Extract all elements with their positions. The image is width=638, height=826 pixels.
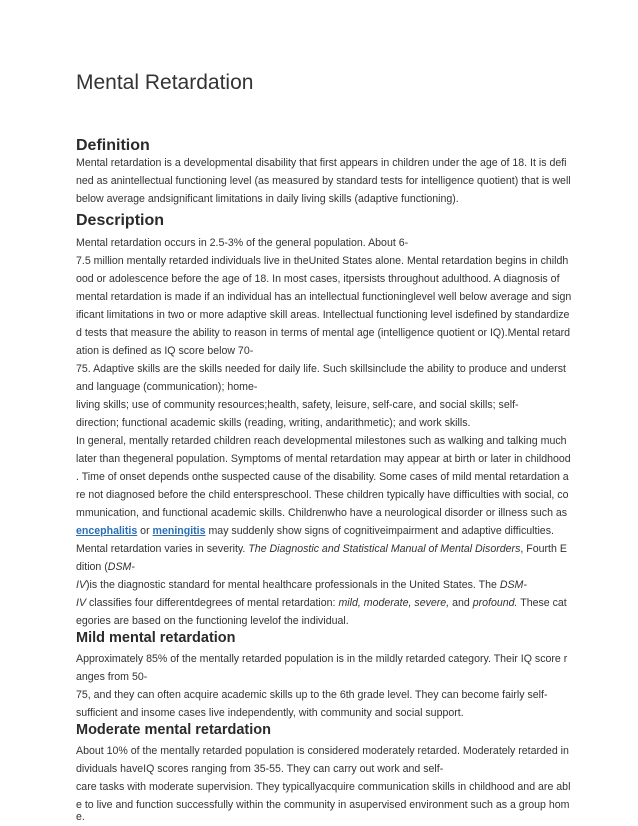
description-line-links <box>76 524 554 538</box>
italic-text: profound. <box>472 597 518 609</box>
description-line: 7.5 million mentally retarded individuals live in theUnited States alone. Mental retardation begins in childh <box>76 255 569 267</box>
moderate-line: e to live and function successfully within the community in asupervised environment such as a group hom <box>76 799 570 811</box>
moderate-heading: Moderate mental retardation <box>76 722 271 738</box>
description-line: ificant limitations in two or more adaptive skill areas. Intellectual functioning level isdefined by standardize <box>76 309 570 321</box>
line-text: )is the diagnostic standard for mental healthcare professionals in the United States. The <box>86 579 500 591</box>
description-line <box>76 542 567 556</box>
line-text: and <box>449 597 473 609</box>
description-line <box>76 596 567 610</box>
mild-heading: Mild mental retardation <box>76 630 236 646</box>
description-heading: Description <box>76 212 165 229</box>
description-line: later than thegeneral population. Symptoms of mental retardation may appear at birth or later in childhood <box>76 453 571 465</box>
book-title: The Diagnostic and Statistical Manual of Mental Disorders <box>248 543 521 555</box>
definition-line: ned as anintellectual functioning level (as measured by standard tests for intelligence quotient) that is well <box>76 175 571 187</box>
italic-text: IV <box>76 579 87 591</box>
description-line: In general, mentally retarded children reach developmental milestones such as walking and talking much <box>76 435 567 447</box>
moderate-line: e. <box>76 811 85 823</box>
line-text: , Fourth E <box>520 543 567 555</box>
page-title: Mental Retardation <box>76 71 254 94</box>
italic-text: DSM- <box>499 579 527 591</box>
description-line <box>76 560 135 574</box>
line-text: dition ( <box>76 561 108 573</box>
mild-line: sufficient and insome cases live independently, with community and social support. <box>76 707 464 719</box>
description-line: direction; functional academic skills (reading, writing, andarithmetic); and work skills. <box>76 417 471 429</box>
line-text: classifies four differentdegrees of mental retardation: <box>86 597 339 609</box>
description-line: re not diagnosed before the child enterspreschool. These children typically have difficulties with social, co <box>76 489 569 501</box>
description-line: egories are based on the functioning levelof the individual. <box>76 615 349 627</box>
line-text: These cat <box>517 597 567 609</box>
description-line: living skills; use of community resources;health, safety, leisure, self-care, and social skills; self- <box>76 399 519 411</box>
mild-line: Approximately 85% of the mentally retarded population is in the mildly retarded category. Their IQ score r <box>76 653 568 665</box>
description-line: Mental retardation occurs in 2.5-3% of the general population. About 6- <box>76 237 409 249</box>
moderate-line: About 10% of the mentally retarded population is considered moderately retarded. Moderately retarded in <box>76 745 569 757</box>
definition-line: Mental retardation is a developmental disability that first appears in children under the age of 18. It is defi <box>76 157 567 169</box>
description-line <box>76 578 527 592</box>
italic-text: DSM- <box>107 561 135 573</box>
mild-line: 75, and they can often acquire academic skills up to the 6th grade level. They can become fairly self- <box>76 689 548 701</box>
italic-text: IV <box>76 597 87 609</box>
description-line: 75. Adaptive skills are the skills needed for daily life. Such skillsinclude the ability to produce and underst <box>76 363 566 375</box>
moderate-line: dividuals haveIQ scores ranging from 35-55. They can carry out work and self- <box>76 763 444 775</box>
description-line: ation is defined as IQ score below 70- <box>76 345 254 357</box>
mild-line: anges from 50- <box>76 671 148 683</box>
definition-line: below average andsignificant limitations in daily living skills (adaptive functioning). <box>76 193 459 205</box>
definition-heading: Definition <box>76 137 150 154</box>
italic-text: mild, moderate, severe, <box>338 597 450 609</box>
description-line: mmunication, and functional academic skills. Childrenwho have a neurological disorder or illness such as <box>76 507 568 519</box>
meningitis-link[interactable]: meningitis <box>152 525 206 537</box>
description-line: d tests that measure the ability to reason in terms of mental age (intelligence quotient or IQ).Mental retard <box>76 327 571 339</box>
encephalitis-link[interactable]: encephalitis <box>76 525 138 537</box>
description-line: . Time of onset depends onthe suspected cause of the disability. Some cases of mild mental retardation a <box>76 471 569 483</box>
line-text: may suddenly show signs of cognitiveimpairment and adaptive difficulties. <box>205 525 554 537</box>
moderate-line: care tasks with moderate supervision. They typicallyacquire communication skills in childhood and are abl <box>76 781 571 793</box>
description-line: mental retardation is made if an individual has an intellectual functioninglevel well below average and sign <box>76 291 572 303</box>
connector-text: or <box>137 525 153 537</box>
description-line: and language (communication); home- <box>76 381 258 393</box>
line-text: Mental retardation varies in severity. <box>76 543 249 555</box>
description-line: ood or adolescence before the age of 18. In most cases, itpersists throughout adulthood. A diagnosis of <box>76 273 560 285</box>
